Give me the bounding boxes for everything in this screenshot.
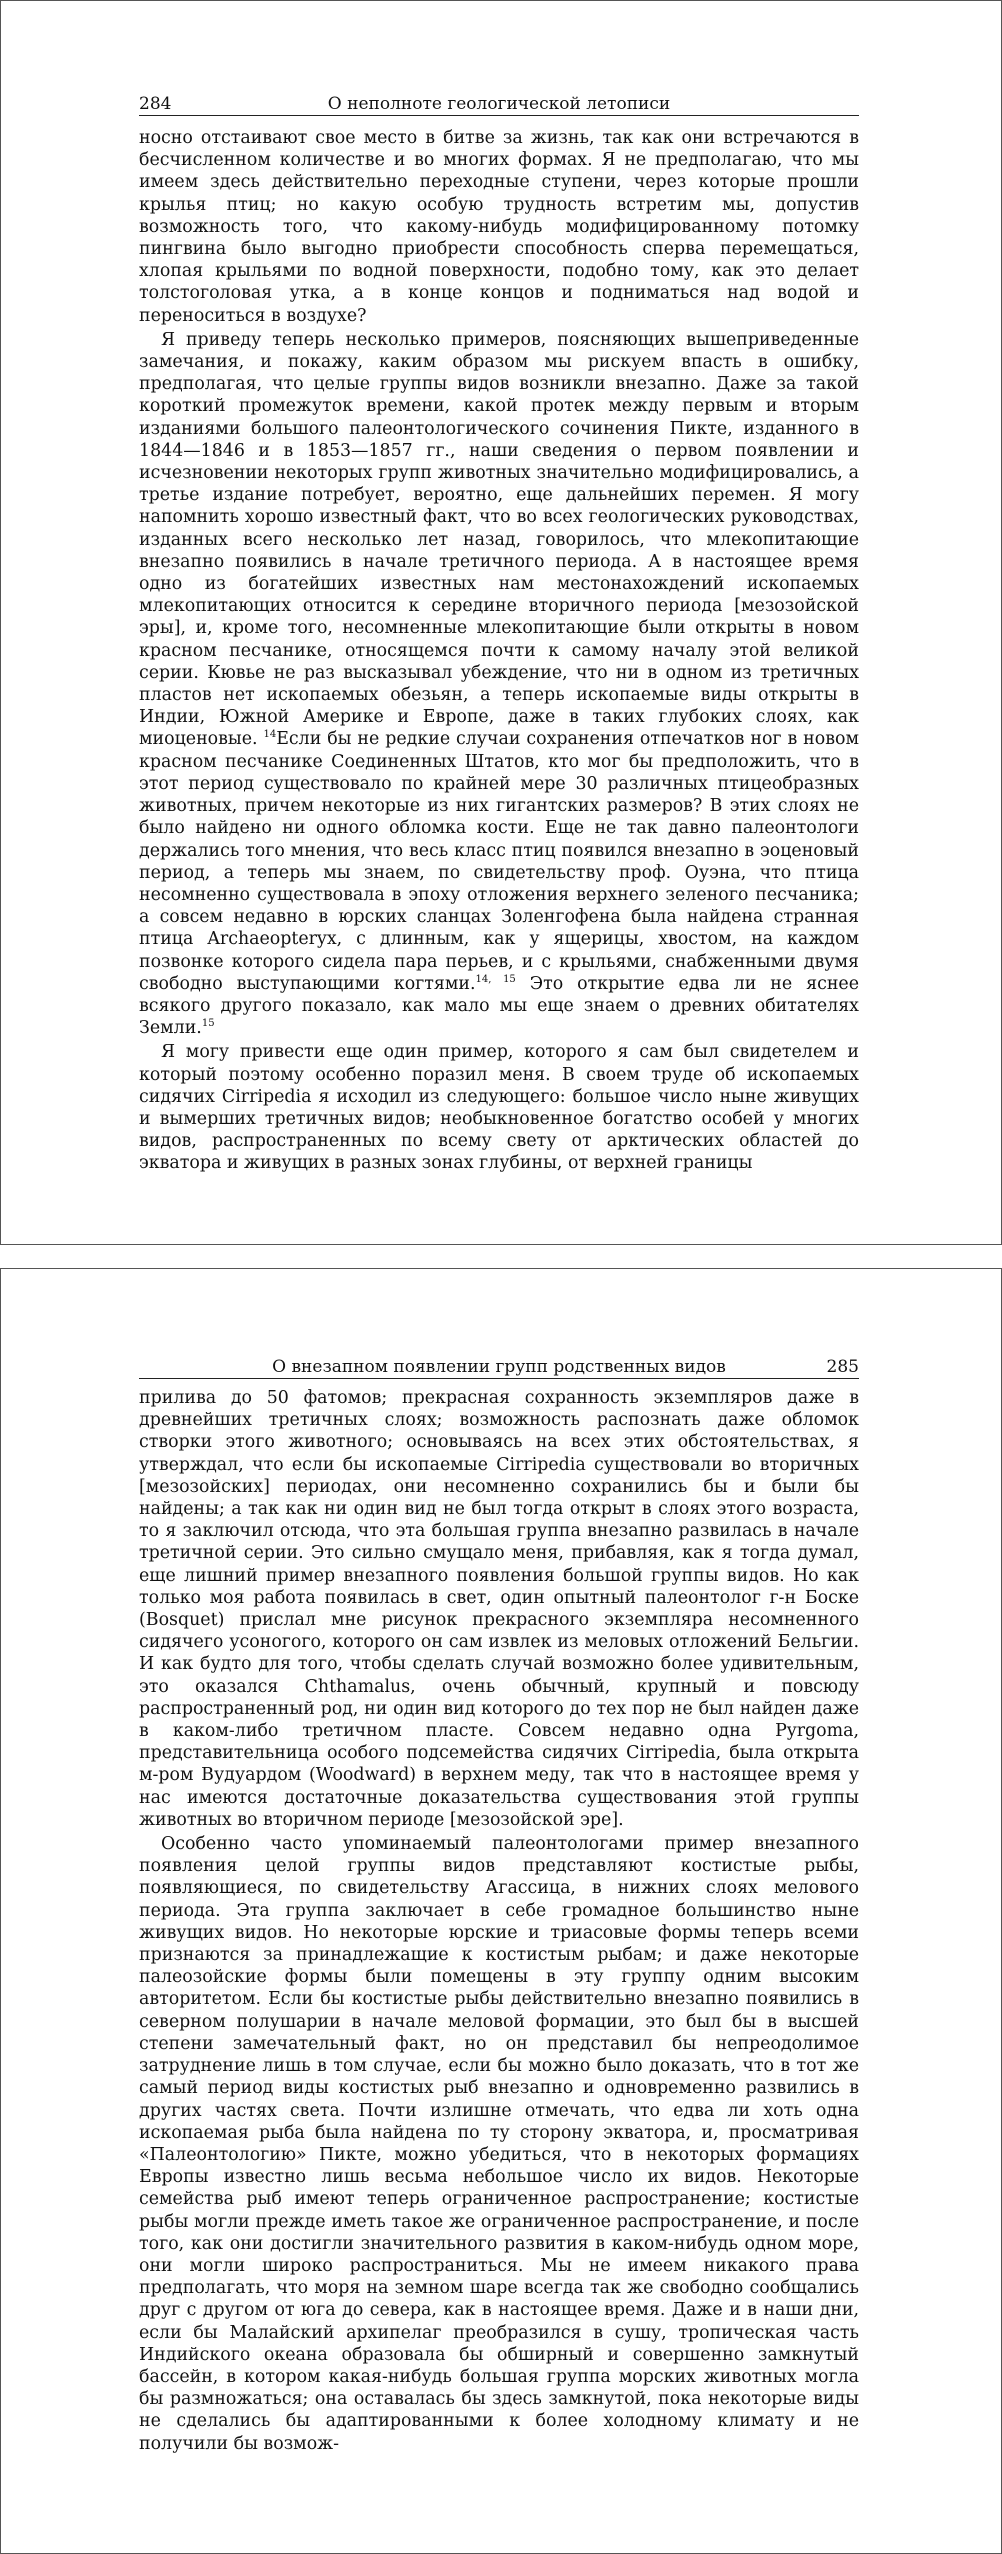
paragraph: Я могу привести еще один пример, которого я сам был свидетелем и который поэтому особенно поразил меня. В своем труде об ископаемых сидячих Cirripedia я исходил из следующего: большое число ныне живущих и вымерших третичных видов; необыкновенное богатство особей у многих видов, распространенных по всему свету от арктических областей до экватора и живущих в разных зонах глубины, от верхней границы	[139, 1042, 859, 1174]
paragraph-text: Я приведу теперь несколько примеров, поясняющих вышеприведенные замечания, и покажу, каким образом мы рискуем впасть в ошибку, предполагая, что целые группы видов возникли внезапно. Даже за такой короткий промежуток времени, какой протек между первым и вторым изданиями большого палеонтологического сочинения Пикте, изданного в 1844—1846 и в 1853—1857 гг., наши сведения о первом появлении и исчезновении некоторых групп животных значительно модифицировались, а третье издание потребует, вероятно, еще дальнейших перемен. Я могу напомнить хорошо известный факт, что во всех геологических руководствах, изданных всего несколько лет назад, говорилось, что млекопитающие внезапно появились в начале третичного периода. А в настоящее время одно из богатейших известных нам местонахождений ископаемых млекопитающих относится к середине вторичного периода [мезозойской эры], и, кроме того, несомненные млекопитающие были открыты в новом красном песчанике, относящемся почти к самому началу этой великой серии. Кювье не раз высказывал убеждение, что ни в одном из третичных пластов нет ископаемых обезьян, а теперь ископаемые виды открыты в Индии, Южной Америке и Европе, даже в таких глубоких слоях, как миоценовые.	[139, 329, 859, 750]
page-285	[0, 1268, 1002, 2554]
footnote-ref: 14	[263, 729, 277, 741]
paragraph: носно отстаивают свое место в битве за жизнь, так как они встречаются в бесчисленном количестве и во многих формах. Я не предполагаю, что мы имеем здесь действительно переходные ступени, через которые прошли крылья птиц; но какую особую трудность встретим мы, допустив возможность того, что какому-нибудь модифицированному потомку пингвина было выгодно приобрести способность сперва перемещаться, хлопая крыльями по водной поверхности, подобно тому, как это делает толстоголовая утка, а в конце концов и подниматься над водой и переноситься в воздухе?	[139, 128, 859, 326]
paragraph-text: Это открытие едва ли не яснее всякого другого показало, как мало мы еще знаем о древних обитателях Земли.	[139, 973, 860, 1039]
page-separator	[0, 1245, 1002, 1268]
running-header	[139, 1356, 859, 1379]
page-text	[139, 127, 859, 1175]
page-284	[0, 0, 1002, 1245]
page-text	[139, 1387, 859, 2455]
running-header	[139, 93, 859, 116]
paragraph-text: Если бы не редкие случаи сохранения отпечатков ног в новом красном песчанике Соединенных Штатов, кто мог бы предположить, что в этот период существовало по крайней мере 30 различных птицеобразных животных, причем некоторые из них гигантских размеров? В этих слоях не было найдено ни одного обломка кости. Еще не так давно палеонтологи держались того мнения, что весь класс птиц появился внезапно в эоценовый период, а теперь мы знаем, по свидетельству проф. Оуэна, что птица несомненно существовала в эпоху отложения верхнего зеленого песчаника; а совсем недавно в юрских сланцах Золенгофена была найдена странная птица Archaeopteryx, с длинным, как у ящерицы, хвостом, на каждом позвонке которого сидела пара перьев, и с крыльями, снабженными двумя свободно выступающими когтями.	[139, 729, 859, 994]
paragraph: прилива до 50 фатомов; прекрасная сохранность экземпляров даже в древнейших третичных слоях; возможность распознать даже обломок створки этого животного; основываясь на всех этих обстоятельствах, я утверждал, что если бы ископаемые Cirripedia существовали во вторичных [мезозойских] периодах, они несомненно сохранились бы и были бы найдены; а так как ни один вид не был тогда открыт в слоях этого возраста, то я заключил отсюда, что эта большая группа внезапно развилась в начале третичной серии. Это сильно смущало меня, прибавляя, как я тогда думал, еще лишний пример внезапного появления большой группы видов. Но как только моя работа появилась в свет, один опытный палеонтолог г-н Боске (Bosquet) прислал мне рисунок прекрасного экземпляра несомненного сидячего усоногого, которого он сам извлек из меловых отложений Бельгии. И как будто для того, чтобы сделать случай возможно более удивительным, это оказался Chthamalus, очень обычный, крупный и повсюду распространенный род, ни один вид которого до тех пор не был найден даже в каком-либо третичном пласте. Совсем недавно одна Pyrgoma, представительница особого подсемейства сидячих Cirripedia, была открыта м-ром Вудуардом (Woodward) в верхнем меду, так что в настоящее время у нас имеются достаточные доказательства существования этой группы животных во вторичном периоде [мезозойской эре].	[139, 1388, 859, 1830]
footnote-ref: 14, 15	[475, 973, 516, 985]
page-number: 284	[139, 94, 172, 114]
paragraph	[139, 329, 859, 1040]
paragraph: Особенно часто упоминаемый палеонтологами пример внезапного появления целой группы видов представляют костистые рыбы, появляющиеся, по свидетельству Агассица, в нижних слоях мелового периода. Эта группа заключает в себе громадное большинство ныне живущих видов. Но некоторые юрские и триасовые формы теперь всеми признаются за принадлежащие к костистым рыбам; и даже некоторые палеозойские формы были помещены в эту группу одним высоким авторитетом. Если бы костистые рыбы действительно внезапно появились в северном полушарии в начале меловой формации, это был бы в высшей степени замечательный факт, но он представил бы непреодолимое затруднение лишь в том случае, если бы можно было доказать, что в тот же самый период виды костистых рыб внезапно и одновременно развились в других частях света. Почти излишне отмечать, что едва ли хоть одна ископаемая рыба была найдена по ту сторону экватора, и, просматривая «Палеонтологию» Пикте, можно убедиться, что в некоторых формациях Европы известно лишь весьма небольшое число их видов. Некоторые семейства рыб имеют теперь ограниченное распространение; костистые рыбы могли прежде иметь такое же ограниченное распространение, и после того, как они достигли значительного развития в каком-нибудь одном море, они могли широко распространиться. Мы не имеем никакого права предполагать, что моря на земном шаре всегда так же свободно сообщались друг с другом от юга до севера, как в настоящее время. Даже и в наши дни, если бы Малайский архипелаг преобразился в сушу, тропическая часть Индийского океана образовала бы обширный и совершенно замкнутый бассейн, в котором какая-нибудь большая группа морских животных могла бы размножаться; она оставалась бы здесь замкнутой, пока некоторые виды не сделались бы адаптированными к более холодному климату и не получили бы возмож-	[139, 1834, 859, 2454]
footnote-ref: 15	[201, 1018, 215, 1030]
running-title: О внезапном появлении групп родственных видов	[272, 1357, 726, 1377]
page-number: 285	[826, 1357, 859, 1377]
running-title: О неполноте геологической летописи	[327, 94, 671, 114]
